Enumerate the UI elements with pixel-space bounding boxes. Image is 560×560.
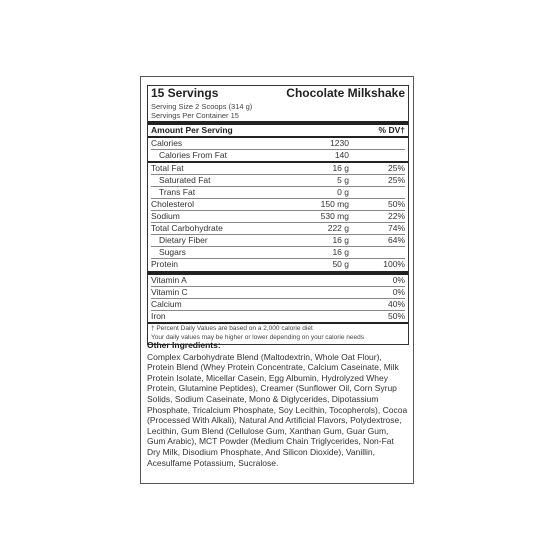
nutrient-dv: 50%	[387, 199, 405, 209]
vitamin-dv: 0%	[392, 287, 405, 297]
nutrient-name: Calories From Fat	[159, 150, 228, 160]
ingredients-section	[147, 340, 409, 468]
nutrient-amount: 16 g	[332, 247, 349, 257]
vitamin-dv: 0%	[392, 275, 405, 285]
nutrient-dv: 25%	[387, 163, 405, 173]
nutrient-amount: 150 mg	[320, 199, 349, 209]
nutrition-facts-label	[147, 85, 409, 345]
nutrient-name: Total Carbohydrate	[151, 223, 223, 233]
nutrient-row-total-carbohydrate	[151, 222, 405, 234]
nutrient-dv	[353, 138, 405, 149]
nutrient-row-total-fat	[151, 163, 405, 174]
nutrient-dv: 100%	[383, 259, 405, 269]
nutrient-row-calories	[151, 138, 405, 149]
ingredients-title: Other Ingredients:	[147, 340, 221, 350]
nutrient-name: Trans Fat	[159, 187, 196, 197]
vitamin-name: Iron	[151, 311, 166, 321]
serving-size: Serving Size 2 Scoops (314 g)	[151, 102, 253, 111]
nutrient-amount: 16 g	[332, 235, 349, 245]
nutrient-dv: 25%	[387, 175, 405, 185]
vitamin-dv: 40%	[387, 299, 405, 309]
vitamin-row-iron	[151, 310, 405, 322]
nutrient-dv	[353, 247, 405, 258]
footnote-line-1: † Percent Daily Values are based on a 2,000 calorie diet	[151, 325, 313, 332]
nutrient-name: Calories	[151, 138, 183, 148]
nutrient-name: Protein	[151, 259, 178, 269]
amount-per-serving-label: Amount Per Serving	[151, 125, 233, 135]
nutrient-amount: 16 g	[332, 163, 349, 173]
footnote-line-2: Your daily values may be higher or lower depending on your calorie needs	[151, 333, 364, 341]
vitamin-row-a	[151, 275, 405, 286]
nutrient-row-protein	[151, 258, 405, 270]
nutrient-name: Sodium	[151, 211, 180, 221]
nutrient-amount: 5 g	[337, 175, 349, 185]
servings-per-container: Servings Per Container 15	[151, 111, 239, 120]
nutrient-row-dietary-fiber	[151, 234, 405, 246]
nutrition-panel	[140, 76, 414, 484]
vitamin-name: Vitamin A	[151, 275, 187, 285]
servings-title: 15 Servings	[151, 86, 219, 100]
nutrient-amount: 222 g	[327, 223, 349, 233]
nutrient-amount: 0 g	[337, 187, 349, 197]
nutrient-name: Saturated Fat	[159, 175, 211, 185]
vitamin-name: Vitamin C	[151, 287, 188, 297]
nutrient-row-saturated-fat	[151, 174, 405, 186]
nutrient-dv: 74%	[387, 223, 405, 233]
nutrient-row-sodium	[151, 210, 405, 222]
nutrient-dv	[353, 187, 405, 198]
amount-header-row	[151, 125, 405, 136]
nutrient-name: Cholesterol	[151, 199, 194, 209]
nutrient-row-calories-from-fat	[151, 149, 405, 161]
nutrient-amount: 140	[334, 150, 349, 160]
flavor-title: Chocolate Milkshake	[286, 86, 405, 100]
nutrient-amount: 50 g	[332, 259, 349, 269]
label-header	[151, 86, 405, 102]
nutrient-row-sugars	[151, 246, 405, 258]
nutrient-dv	[353, 150, 405, 161]
vitamin-row-c	[151, 286, 405, 298]
vitamin-name: Calcium	[151, 299, 182, 309]
nutrient-amount: 1230	[330, 138, 349, 148]
nutrient-amount: 530 mg	[320, 211, 349, 221]
nutrient-row-trans-fat	[151, 186, 405, 198]
nutrient-dv: 64%	[387, 235, 405, 245]
nutrient-row-cholesterol	[151, 198, 405, 210]
ingredients-text: Complex Carbohydrate Blend (Maltodextrin, Whole Oat Flour), Protein Blend (Whey Protein Concentrate, Calcium Caseinate, Milk Protein Isolate, Micellar Casein, Egg Albumin, Hydrolyzed Whey Protein, Glutamine Peptides), Creamer (Sunflower Oil, Corn Syrup Solids, Sodium Caseinate, Mono & Diglycerides, Dipotassium Phosphate, Tricalcium Phosphate, Soy Lecithin, Tocopherols), Cocoa (Processed With Alkali), Natural And Artificial Flavors, Polydextrose, Lecithin, Gum Blend (Cellulose Gum, Xanthan Gum, Guar Gum, Gum Arabic), MCT Powder (Medium Chain Triglycerides, Non-Fat Dry Milk, Disodium Phosphate, And Silicon Dioxide), Vanillin, Acesulfame Potassium, Sucralose.	[147, 351, 408, 468]
vitamin-row-calcium	[151, 298, 405, 310]
nutrient-dv: 22%	[387, 211, 405, 221]
nutrient-name: Sugars	[159, 247, 186, 257]
nutrient-name: Total Fat	[151, 163, 184, 173]
nutrient-name: Dietary Fiber	[159, 235, 208, 245]
vitamin-dv: 50%	[387, 311, 405, 321]
dv-header: % DV†	[378, 125, 405, 135]
